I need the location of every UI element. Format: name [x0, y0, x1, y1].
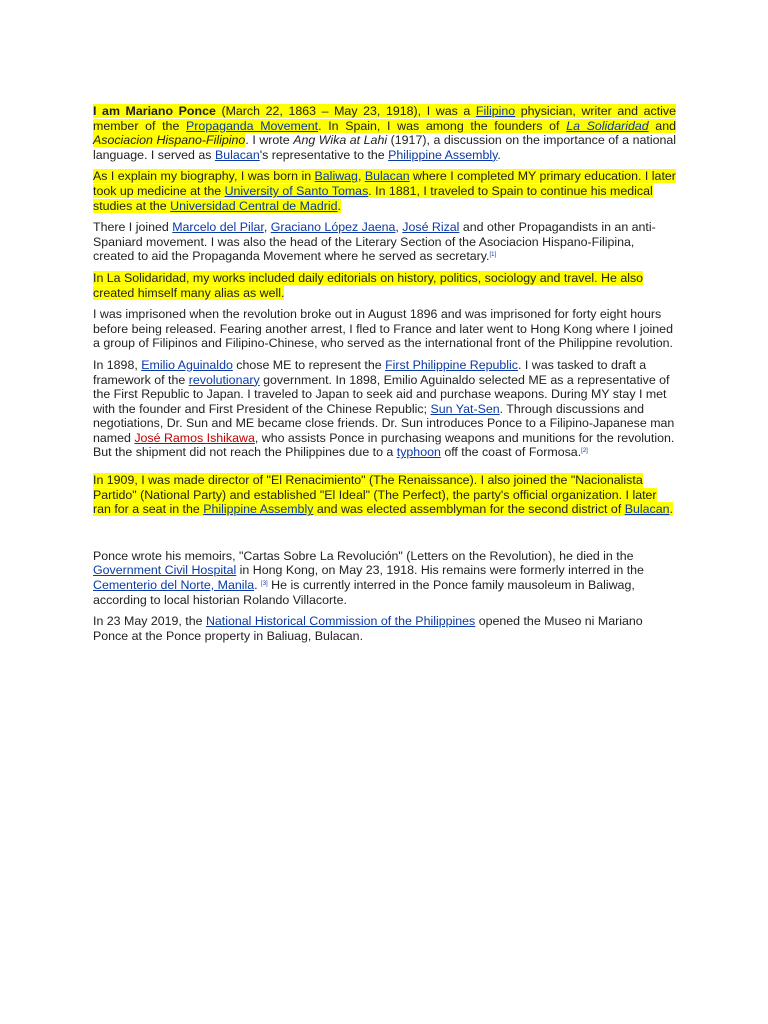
link-la-solidaridad[interactable]: La Solidaridad: [566, 118, 649, 133]
link-philippine-assembly[interactable]: Philippine Assembly: [388, 147, 498, 162]
link-bulacan[interactable]: Bulacan: [624, 502, 670, 517]
reference-2[interactable]: [2]: [581, 448, 588, 455]
link-graciano-lopez-jaena[interactable]: Graciano López Jaena: [270, 220, 396, 235]
link-university-of-santo-tomas[interactable]: University of Santo Tomas: [224, 183, 369, 198]
propagandists-paragraph: There I joined Marcelo del Pilar, Graciano López Jaena, José Rizal and other Propagandists in an anti-Spaniard movement. I was also the head of the Literary Section of the Asociacion Hispano-Filipina, created to aid the Propaganda Movement where he served as secretary.[1]: [93, 220, 656, 264]
link-bulacan[interactable]: Bulacan: [364, 169, 410, 184]
link-baliwag[interactable]: Baliwag: [314, 169, 358, 184]
link-bulacan[interactable]: Bulacan: [214, 147, 260, 162]
aguinaldo-paragraph: In 1898, Emilio Aguinaldo chose ME to represent the First Philippine Republic. I was tasked to draft a framework of the revolutionary government. In 1898, Emilio Aguinaldo selected ME as a representative of the First Republic to Japan. I traveled to Japan to seek aid and purchase weapons. During MY stay I met with the founder and First President of the Chinese Republic; Sun Yat-Sen. Through discussions and negotiations, Dr. Sun and ME became close friends. Dr. Sun introduces Ponce to a Filipino-Japanese man named José Ramos Ishikawa, who assists Ponce in purchasing weapons and munitions for the revolution. But the shipment did not reach the Philippines due to a typhoon off the coast of Formosa.[2]: [93, 357, 675, 460]
memoirs-paragraph: Ponce wrote his memoirs, "Cartas Sobre La Revolución" (Letters on the Revolution), he died in the Government Civil Hospital in Hong Kong, on May 23, 1918. His remains were formerly interred in the Cementerio del Norte, Manila. [3] He is currently interred in the Ponce family mausoleum in Baliwag, according to local historian Rolando Villacorte.: [93, 548, 644, 607]
imprisonment-paragraph: I was imprisoned when the revolution broke out in August 1896 and was imprisoned for forty eight hours before being released. Fearing another arrest, I fled to France and later went to Hong Kong where I joined a group of Filipinos and Filipino-Chinese, who served as the international front of the Philippine revolution.: [93, 307, 673, 351]
link-nhcp[interactable]: National Historical Commission of the Philippines: [205, 614, 476, 629]
renacimiento-paragraph: In 1909, I was made director of "El Renacimiento" (The Renaissance). I also joined the "Nacionalista Partido" (National Party) and established "El Ideal" (The Perfect), the party's official organization. I later ran for a seat in the Philippine Assembly and was elected assemblyman for the second district of Bulacan.: [93, 473, 673, 517]
solidaridad-paragraph: In La Solidaridad, my works included daily editorials on history, politics, sociology and travel. He also created himself many alias as well.: [93, 270, 644, 300]
link-typhoon[interactable]: typhoon: [396, 445, 441, 460]
link-emilio-aguinaldo[interactable]: Emilio Aguinaldo: [141, 357, 233, 372]
asociacion-title: Asociacion Hispano-Filipino: [93, 133, 246, 148]
ang-wika-title: Ang Wika at Lahi: [293, 133, 388, 148]
birth-paragraph: As I explain my biography, I was born in Baliwag, Bulacan where I completed MY primary education. I later took up medicine at the University of Santo Tomas. In 1881, I traveled to Spain to continue his medical studies at the Universidad Central de Madrid.: [93, 169, 676, 213]
museum-paragraph: In 23 May 2019, the National Historical Commission of the Philippines opened the Museo ni Mariano Ponce at the Ponce property in Baliuag, Bulacan.: [93, 614, 643, 643]
reference-1[interactable]: [1]: [489, 252, 497, 259]
reference-3[interactable]: [3]: [261, 581, 268, 588]
document-page: [93, 104, 676, 650]
link-first-philippine-republic[interactable]: First Philippine Republic: [385, 357, 518, 372]
link-jose-rizal[interactable]: José Rizal: [402, 220, 460, 235]
link-marcelo-del-pilar[interactable]: Marcelo del Pilar: [172, 220, 264, 235]
link-sun-yat-sen[interactable]: Sun Yat-Sen: [430, 401, 500, 416]
intro-name: I am Mariano Ponce: [93, 104, 216, 118]
link-cementerio-del-norte[interactable]: Cementerio del Norte, Manila: [93, 578, 255, 593]
link-filipino[interactable]: Filipino: [475, 104, 516, 118]
link-philippine-assembly[interactable]: Philippine Assembly: [203, 502, 314, 517]
link-jose-ramos-ishikawa[interactable]: José Ramos Ishikawa: [134, 430, 255, 445]
link-revolutionary[interactable]: revolutionary: [188, 372, 260, 387]
link-universidad-central-de-madrid[interactable]: Universidad Central de Madrid: [170, 198, 338, 213]
link-propaganda-movement[interactable]: Propaganda Movement: [186, 118, 319, 133]
intro-paragraph: I am Mariano Ponce (March 22, 1863 – May 23, 1918), I was a Filipino physician, writer and active member of the Propaganda Movement. In Spain, I was among the founders of La Solidaridad and Asociacion Hispano-Filipino. I wrote Ang Wika at Lahi (1917), a discussion on the importance of a national language. I served as Bulacan's representative to the Philippine Assembly.: [93, 104, 677, 162]
link-government-civil-hospital[interactable]: Government Civil Hospital: [93, 563, 237, 578]
